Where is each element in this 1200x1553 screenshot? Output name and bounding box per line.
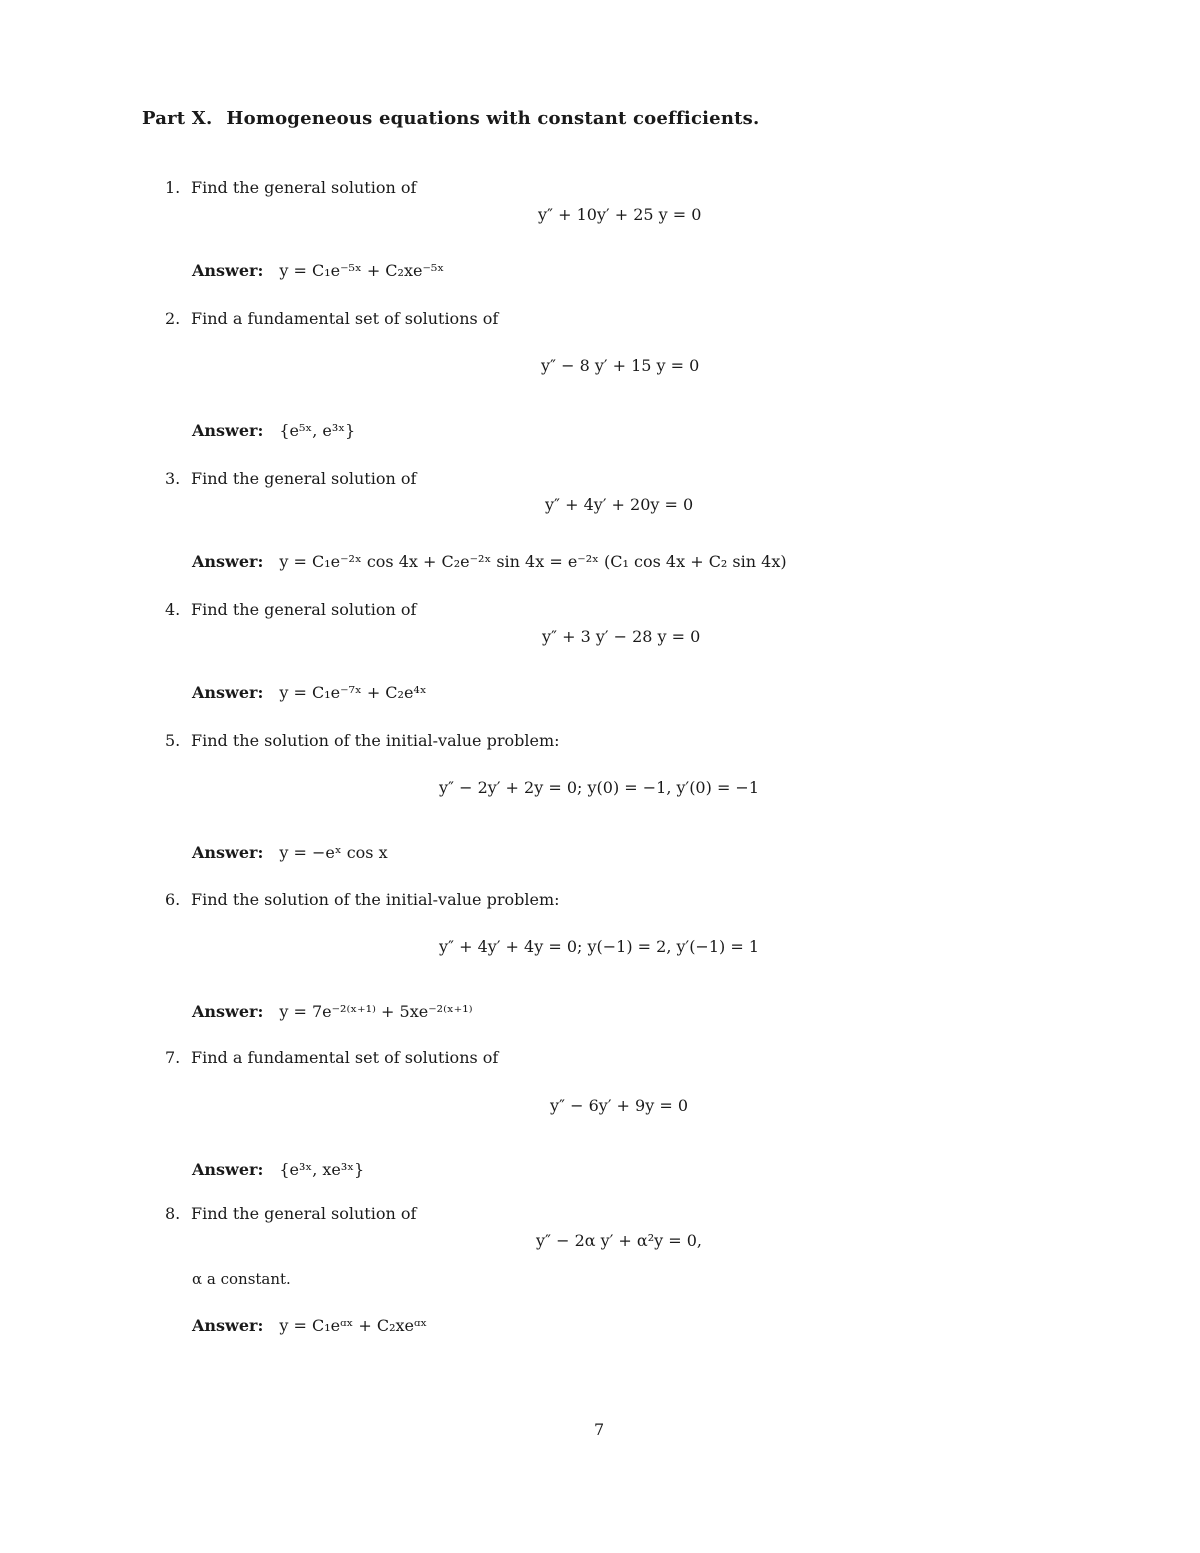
problem-number: 4. <box>165 600 181 619</box>
problem-equation: y″ − 8 y′ + 15 y = 0 <box>541 356 700 375</box>
problem-number: 5. <box>165 731 181 750</box>
problem-equation: y″ − 6y′ + 9y = 0 <box>550 1096 688 1115</box>
problem-number: 6. <box>165 890 181 909</box>
answer-label: Answer: <box>192 843 264 862</box>
answer-value: y = C₁eᵅˣ + C₂xeᵅˣ <box>279 1316 428 1335</box>
problem-equation: y″ + 4y′ + 20y = 0 <box>545 495 694 514</box>
section-heading <box>142 108 759 129</box>
problem-equation: y″ + 3 y′ − 28 y = 0 <box>542 627 701 646</box>
answer-label: Answer: <box>192 261 264 280</box>
answer <box>192 1160 364 1179</box>
problem-number: 2. <box>165 309 181 328</box>
problem-number: 3. <box>165 469 181 488</box>
problem-equation: y″ − 2y′ + 2y = 0; y(0) = −1, y′(0) = −1 <box>439 778 760 797</box>
section-title: Homogeneous equations with constant coefficients. <box>226 108 760 129</box>
page-number: 7 <box>594 1420 605 1439</box>
answer-value: y = −eˣ cos x <box>279 843 388 862</box>
answer-value: y = 7e⁻²⁽ˣ⁺¹⁾ + 5xe⁻²⁽ˣ⁺¹⁾ <box>279 1002 473 1021</box>
problem-prompt: Find the general solution of <box>191 600 417 619</box>
answer <box>192 261 444 280</box>
problem-note: α a constant. <box>192 1270 291 1288</box>
answer <box>192 421 355 440</box>
answer-value: {e³ˣ, xe³ˣ} <box>279 1160 365 1179</box>
problem-number: 1. <box>165 178 181 197</box>
answer-value: {e⁵ˣ, e³ˣ} <box>279 421 356 440</box>
problem-prompt: Find a fundamental set of solutions of <box>191 1048 499 1067</box>
answer <box>192 1316 427 1335</box>
problem-number: 7. <box>165 1048 181 1067</box>
problem-prompt: Find the solution of the initial-value problem: <box>191 890 560 909</box>
problem-prompt: Find the general solution of <box>191 469 417 488</box>
answer <box>192 683 427 702</box>
answer-label: Answer: <box>192 1002 264 1021</box>
answer <box>192 552 787 571</box>
answer-label: Answer: <box>192 1160 264 1179</box>
answer-value: y = C₁e⁻⁷ˣ + C₂e⁴ˣ <box>279 683 427 702</box>
answer-value: y = C₁e⁻⁵ˣ + C₂xe⁻⁵ˣ <box>279 261 445 280</box>
problem-number: 8. <box>165 1204 181 1223</box>
problem-prompt: Find the general solution of <box>191 1204 417 1223</box>
part-label: Part X. <box>142 108 213 129</box>
answer <box>192 1002 473 1021</box>
answer-value: y = C₁e⁻²ˣ cos 4x + C₂e⁻²ˣ sin 4x = e⁻²ˣ (C₁ cos 4x + C₂ sin 4x) <box>279 552 787 571</box>
answer-label: Answer: <box>192 683 264 702</box>
problem-equation: y″ − 2α y′ + α²y = 0, <box>536 1231 703 1250</box>
answer-label: Answer: <box>192 1316 264 1335</box>
answer-label: Answer: <box>192 421 264 440</box>
problem-prompt: Find the general solution of <box>191 178 417 197</box>
answer-label: Answer: <box>192 552 264 571</box>
answer <box>192 843 388 862</box>
problem-prompt: Find the solution of the initial-value problem: <box>191 731 560 750</box>
problem-equation: y″ + 4y′ + 4y = 0; y(−1) = 2, y′(−1) = 1 <box>439 937 760 956</box>
problem-prompt: Find a fundamental set of solutions of <box>191 309 499 328</box>
problem-equation: y″ + 10y′ + 25 y = 0 <box>538 205 702 224</box>
